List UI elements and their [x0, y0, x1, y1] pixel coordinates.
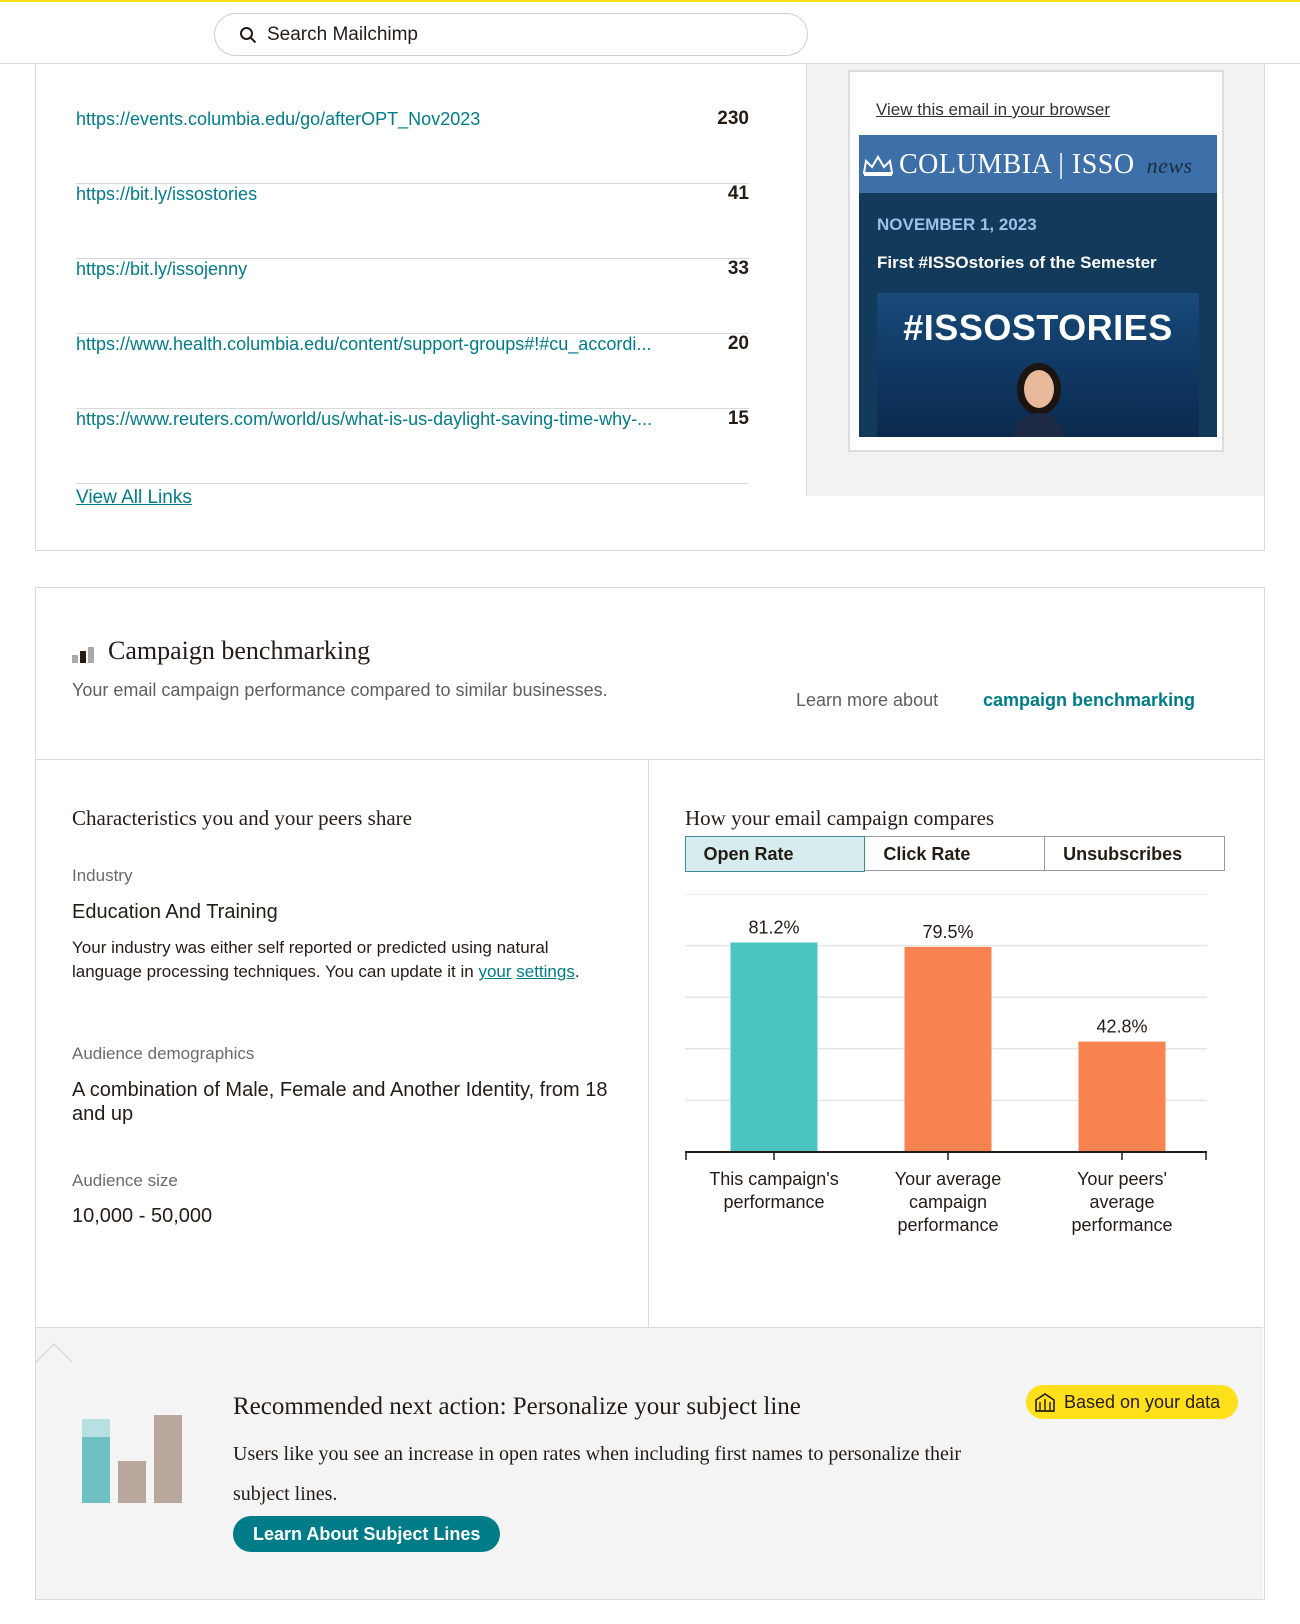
benchmark-header: [36, 588, 1263, 760]
benchmark-bar-chart: [685, 894, 1225, 1284]
email-brand-suffix: news: [1146, 153, 1193, 178]
your-settings-link[interactable]: settings: [516, 962, 575, 981]
link-click-count: 41: [727, 183, 749, 204]
search-input[interactable]: [267, 22, 767, 48]
tab-click-rate[interactable]: Click Rate: [865, 837, 1045, 870]
link-row: [76, 409, 749, 484]
link-url[interactable]: https://www.reuters.com/world/us/what-is-us-daylight-saving-time-why-...: [76, 409, 653, 429]
chart-bar: [1079, 1042, 1166, 1152]
comparison-title: How your email campaign compares: [685, 806, 995, 830]
crown-icon: [861, 151, 895, 177]
chart-bar: [905, 947, 992, 1152]
demographics-label: Audience demographics: [72, 1044, 255, 1063]
email-subject: First #ISSOstories of the Semester: [877, 253, 1157, 272]
x-category-label: performance: [1071, 1215, 1173, 1235]
notch-divider: [36, 1340, 76, 1364]
email-hero-image: [877, 293, 1199, 437]
link-url[interactable]: https://www.health.columbia.edu/content/support-groups#!#cu_accordi...: [76, 334, 652, 354]
link-row: [76, 184, 749, 259]
x-category-label: performance: [723, 1192, 825, 1212]
recommendation-panel: [36, 1327, 1263, 1599]
section-subtitle: Your email campaign performance compared to similar businesses.: [72, 680, 608, 700]
campaign-benchmarking-link[interactable]: campaign benchmarking: [983, 690, 1196, 710]
links-card: [35, 64, 1265, 551]
search-box[interactable]: [214, 13, 808, 56]
link-click-count: 15: [727, 408, 749, 429]
link-url[interactable]: https://bit.ly/issostories: [76, 184, 258, 204]
your-settings-link[interactable]: your: [478, 962, 512, 981]
x-category-label: average: [1089, 1192, 1155, 1212]
bar-value-label: 42.8%: [1096, 1016, 1148, 1037]
x-category-label: performance: [897, 1215, 999, 1235]
industry-label: Industry: [72, 866, 133, 885]
bar-chart-illustration: [82, 1413, 182, 1503]
chart-bar: [731, 943, 818, 1152]
audience-size-value: 10,000 - 50,000: [72, 1205, 213, 1227]
x-category-label: Your average: [894, 1169, 1002, 1189]
link-click-count: 20: [727, 333, 749, 354]
x-category-label: campaign: [908, 1192, 988, 1212]
link-url[interactable]: https://bit.ly/issojenny: [76, 259, 248, 279]
demographics-value: A combination of Male, Female and Another Identity, from 18 and up: [72, 1079, 608, 1125]
based-on-data-badge: [1026, 1385, 1238, 1419]
bar-value-label: 79.5%: [922, 921, 974, 942]
campaign-benchmarking-card: [35, 587, 1265, 1600]
link-url[interactable]: https://events.columbia.edu/go/afterOPT_Nov2023: [76, 109, 481, 129]
top-bar: [0, 0, 1300, 64]
tab-open-rate[interactable]: Open Rate: [685, 836, 866, 872]
email-preview-pane: [806, 64, 1264, 496]
metric-tabs: [685, 836, 1225, 871]
x-category-label: This campaign's: [709, 1169, 839, 1189]
view-in-browser-link[interactable]: View this email in your browser: [876, 100, 1110, 119]
recommendation-body: Users like you see an increase in open rates when including first names to personalize their subject lines.: [233, 1443, 962, 1505]
email-brand: COLUMBIA | ISSO news: [899, 149, 1193, 180]
hero-hashtag: #ISSOSTORIES: [903, 307, 1173, 348]
bar-value-label: 81.2%: [748, 917, 800, 938]
database-building-icon: [1034, 1391, 1056, 1413]
person-photo-icon: [1009, 349, 1069, 437]
learn-about-subject-lines-button[interactable]: Learn About Subject Lines: [233, 1516, 500, 1552]
link-row: [76, 259, 749, 334]
search-icon: [239, 26, 257, 44]
link-row: [76, 109, 749, 184]
view-all-links-link[interactable]: View All Links: [76, 487, 192, 508]
email-date: NOVEMBER 1, 2023: [877, 215, 1037, 234]
industry-note: Your industry was either self reported or predicted using natural language processing techniques. You can update it in your settings.: [72, 938, 580, 981]
bar-chart-icon: [72, 645, 96, 663]
characteristics-panel: [36, 760, 649, 1327]
learn-more-text: Learn more about: [796, 690, 939, 710]
tab-unsubscribes[interactable]: Unsubscribes: [1045, 837, 1224, 870]
industry-value: Education And Training: [72, 901, 278, 923]
badge-label: Based on your data: [1064, 1392, 1221, 1412]
link-click-count: 230: [717, 108, 749, 129]
link-row: [76, 334, 749, 409]
email-preview[interactable]: [848, 70, 1224, 452]
audience-size-label: Audience size: [72, 1171, 178, 1190]
characteristics-title: Characteristics you and your peers share: [72, 806, 412, 830]
link-click-count: 33: [727, 258, 749, 279]
x-category-label: Your peers': [1077, 1169, 1167, 1189]
email-header-banner: [859, 135, 1217, 193]
comparison-panel: [649, 760, 1263, 1327]
email-body: [859, 193, 1217, 437]
recommendation-title: Recommended next action: Personalize your subject line: [233, 1393, 801, 1420]
section-title: Campaign benchmarking: [108, 636, 371, 665]
